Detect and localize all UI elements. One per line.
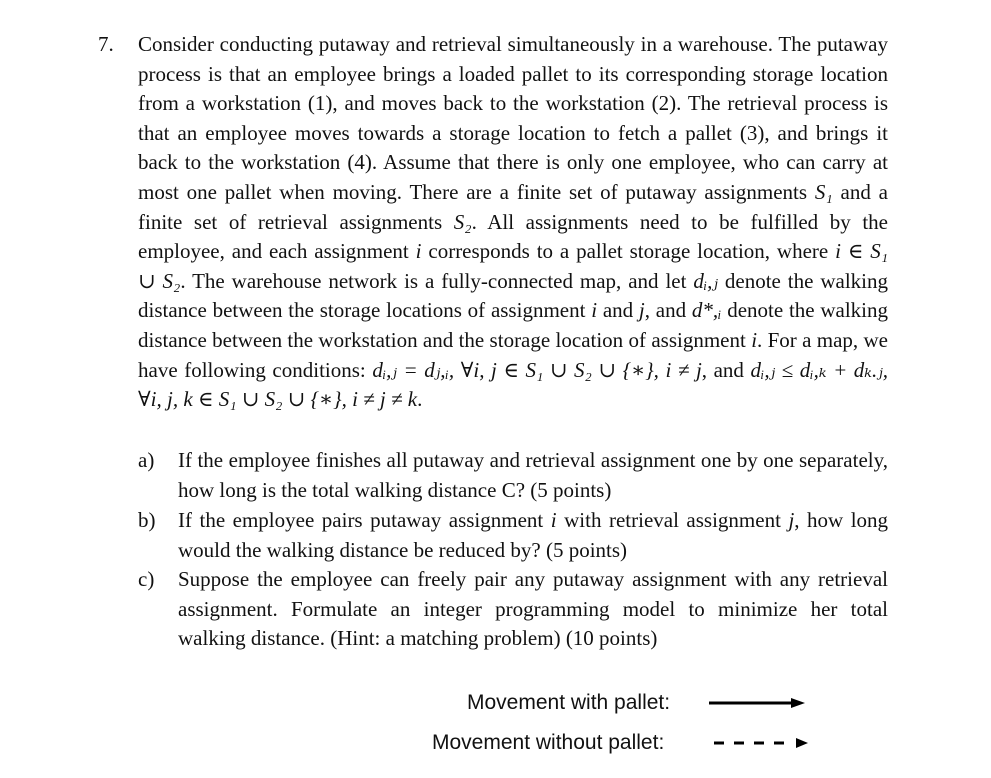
legend-without-pallet <box>432 728 664 758</box>
subquestion-text: If the employee finishes all putaway and retrieval assignment one by one separately, how long is the total walking distance C? (5 points) <box>178 448 888 502</box>
dashed-arrow-icon <box>712 735 808 751</box>
var-i: i <box>550 508 557 532</box>
subquestion-text: Suppose the employee can freely pair any putaway assignment with any retrieval assignment. Formulate an integer programming model to minimize her total walking distance. (Hint: a matching problem) (10 points) <box>178 567 888 651</box>
question-intro: Consider conducting putaway and retrieval simultaneously in a warehouse. The putaway process is that an employee brings a loaded pallet to its corresponding storage location from a workstation (1), and moves back to the workstation (2). The retrieval process is that an employee moves towards a storage location to fetch a pallet (3), and brings it back to the workstation (4). Assume that there is only one employee, who can carry at most one pallet when moving. There are a finite set of putaway assignments <box>138 32 888 204</box>
question-text: and a finite set of retrieval assignments <box>138 179 888 234</box>
subquestion-text <box>178 506 888 565</box>
subquestion-c <box>138 565 888 654</box>
i-in-set: i ∈ S₁ ∪ S₂ <box>138 239 889 293</box>
subquestion-label: a) <box>138 448 155 472</box>
var-i: i <box>415 239 422 264</box>
legend-label-with-pallet: Movement with pallet: <box>467 691 671 714</box>
subquestion-label: c) <box>138 567 155 591</box>
var-i: i <box>591 298 598 323</box>
question-text: denote the walking distance between the storage locations of assignment <box>138 268 889 323</box>
question-text: . All assignments need to be fulfilled by the employee, and each assignment <box>138 209 889 264</box>
subquestion-a <box>138 446 888 505</box>
subquestion-text-part: , how long would the walking distance be reduced by? (5 points) <box>178 508 889 562</box>
question-text: , and <box>701 357 744 382</box>
set-s1: S₁ <box>814 179 833 204</box>
legend-label-without-pallet: Movement without pallet: <box>432 731 665 754</box>
distance-dij: dᵢ,ⱼ <box>693 268 718 293</box>
subquestion-text-part: with retrieval assignment <box>564 508 781 532</box>
subquestion-b <box>138 506 888 565</box>
var-i: i <box>751 327 758 352</box>
solid-arrow-icon <box>707 695 807 711</box>
var-j: j <box>638 298 645 323</box>
question-text: . The warehouse network is a fully-connected map, and let <box>180 268 687 293</box>
set-s2: S₂ <box>453 209 472 234</box>
question-text: , and <box>644 298 687 323</box>
question-body <box>138 30 888 415</box>
question-text: . For a map, we have following conditions: <box>138 327 889 382</box>
question-text: and <box>602 298 634 323</box>
question-text: corresponds to a pallet storage location, where <box>428 239 829 264</box>
question-text: . <box>417 387 423 412</box>
condition-symmetry: dᵢ,ⱼ = dⱼ,ᵢ, ∀i, j ∈ S₁ ∪ S₂ ∪ {∗}, i ≠ j <box>372 357 702 382</box>
var-j: j <box>788 508 795 532</box>
question-text: denote the walking distance between the workstation and the storage location of assignment <box>138 298 889 352</box>
subquestion-label: b) <box>138 508 156 532</box>
legend-with-pallet <box>467 688 670 718</box>
question-number: 7. <box>98 32 114 56</box>
condition-triangle: dᵢ,ⱼ ≤ dᵢ,ₖ + dₖ.ⱼ, ∀i, j, k ∈ S₁ ∪ S₂ ∪ {∗}, i ≠ j ≠ k <box>138 357 889 412</box>
distance-dstar: d*,ᵢ <box>691 298 722 323</box>
question-paragraph <box>138 30 888 415</box>
subquestion-text-part: If the employee pairs putaway assignment <box>178 508 544 532</box>
